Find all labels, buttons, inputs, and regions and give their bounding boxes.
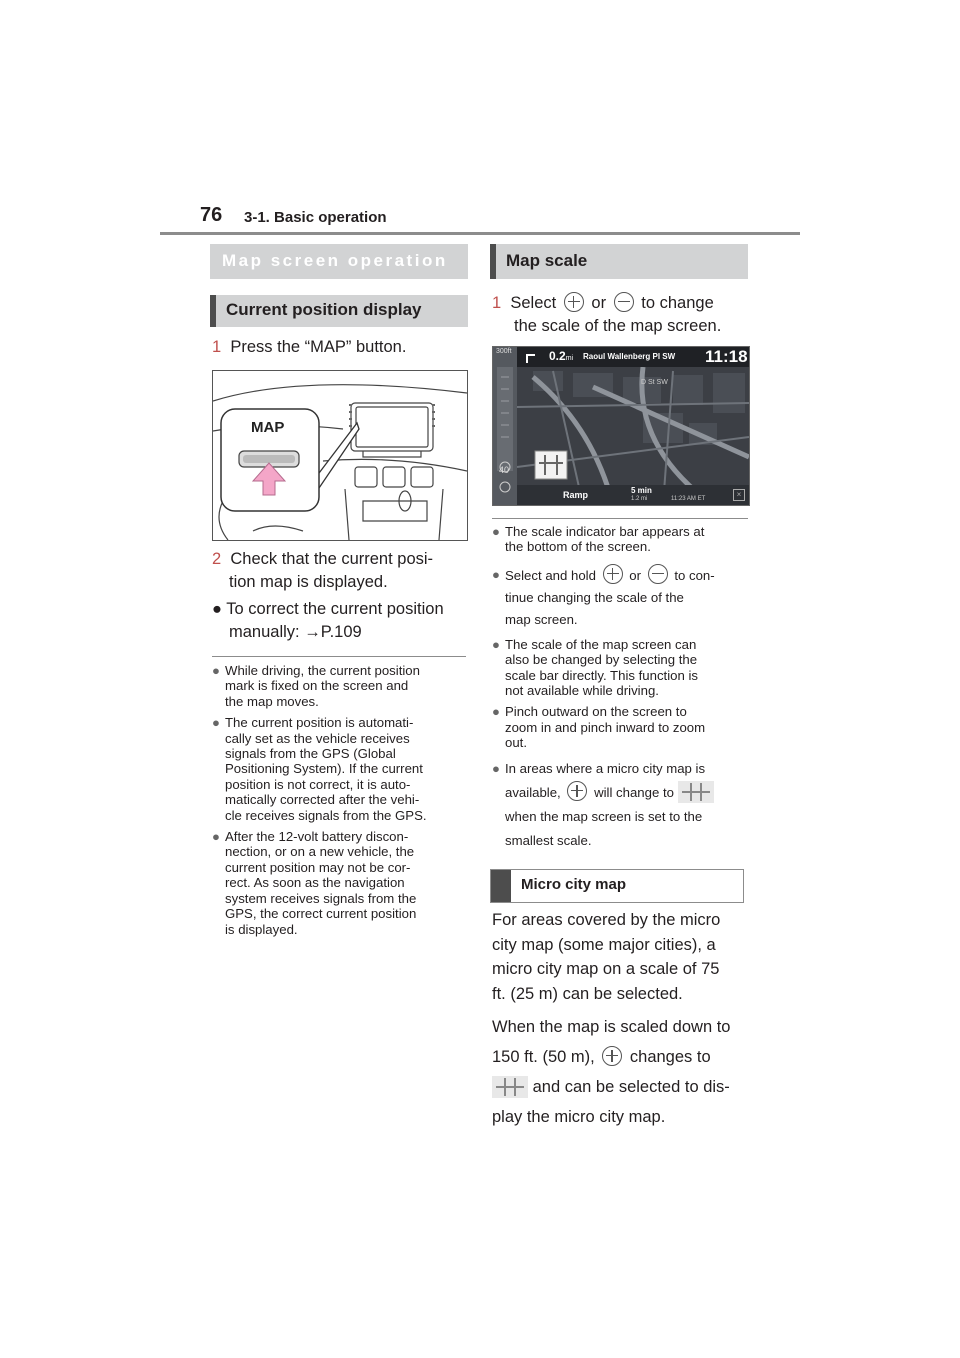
close-icon: × bbox=[733, 489, 745, 501]
right-notes bbox=[492, 524, 754, 853]
dashboard-figure bbox=[212, 370, 468, 541]
speed-readout: 40 bbox=[499, 465, 510, 475]
street-name: Raoul Wallenberg Pl SW bbox=[583, 352, 676, 361]
step-text-line1: Check that the current posi- bbox=[230, 550, 434, 568]
left-subtitle: Current position display bbox=[226, 300, 422, 319]
clock: 11:18 bbox=[705, 347, 748, 366]
left-notes bbox=[212, 663, 472, 937]
street-label: D St SW bbox=[641, 379, 668, 386]
step-text: Press the “MAP” button. bbox=[230, 338, 407, 356]
section-title: 3-1. Basic operation bbox=[244, 209, 387, 226]
bullet-icon: ● bbox=[212, 600, 222, 618]
zoom-in-icon bbox=[602, 1046, 622, 1066]
step-number: 1 bbox=[492, 294, 502, 312]
notes-divider bbox=[492, 518, 748, 519]
right-title-band bbox=[490, 244, 748, 279]
note-bullet-icon: ● bbox=[212, 715, 220, 731]
left-step1 bbox=[212, 336, 406, 359]
page-number: 76 bbox=[200, 204, 223, 226]
note-item: ● After the 12-volt battery discon- nection, or on a new vehicle, the current position may not be cor- rect. As soon as the navigation system receives signals from the GPS, the correct current position is displayed. bbox=[212, 829, 417, 937]
note-item: ● The current position is automati- cally set as the vehicle receives signals from the GPS (Global Positioning System). If the current position is not correct, it is auto- matically corrected after the vehi- cle receives signals from the GPS. bbox=[212, 715, 427, 823]
navigation-map-screenshot bbox=[492, 346, 750, 506]
header-rule bbox=[160, 232, 800, 235]
bullet-line2: manually: bbox=[229, 623, 300, 641]
note-bullet-icon: ● bbox=[492, 760, 500, 776]
note-item: ● While driving, the current position mark is fixed on the screen and the map moves. bbox=[212, 663, 420, 709]
eta-time: 5 min bbox=[631, 486, 652, 495]
note-bullet-icon: ● bbox=[212, 829, 220, 845]
left-title: Map screen operation bbox=[222, 251, 448, 270]
note-item: ● Select and hold or to con- tinue changing the scale of the map screen. bbox=[492, 564, 754, 631]
route-label: Ramp bbox=[563, 490, 589, 500]
eta-clock: 11:23 AM ET bbox=[671, 496, 706, 502]
arrow-icon: → bbox=[304, 623, 321, 641]
micro-city-map-band bbox=[490, 869, 744, 903]
zoom-in-icon bbox=[603, 564, 623, 584]
left-title-band bbox=[210, 244, 468, 279]
zoom-out-icon bbox=[614, 292, 634, 312]
note-bullet-icon: ● bbox=[492, 524, 500, 539]
note-item: ● The scale indicator bar appears at the bottom of the screen. bbox=[492, 524, 705, 555]
note-item: ● In areas where a micro city map is available, will change to when the map screen is set to the smallest scale. bbox=[492, 757, 754, 853]
left-subtitle-band bbox=[210, 295, 468, 327]
turn-distance: 0.2mi bbox=[549, 349, 574, 363]
map-button-label: MAP bbox=[251, 419, 285, 436]
band-marker bbox=[491, 870, 511, 902]
micro-city-map-icon bbox=[492, 1076, 528, 1098]
micro-city-map-icon bbox=[678, 781, 714, 803]
bullet-line1: To correct the current position bbox=[226, 600, 444, 618]
step-number: 2 bbox=[212, 550, 222, 568]
left-step2 bbox=[212, 548, 433, 594]
map-illustration bbox=[493, 347, 749, 505]
page-reference[interactable]: P.109 bbox=[320, 623, 362, 641]
note-bullet-icon: ● bbox=[492, 704, 500, 720]
map-scale-readout: 300ft bbox=[496, 348, 512, 355]
step-number: 1 bbox=[212, 338, 222, 356]
left-bullet bbox=[212, 598, 444, 644]
dashboard-illustration bbox=[213, 371, 467, 540]
right-title: Map scale bbox=[506, 251, 588, 270]
note-bullet-icon: ● bbox=[212, 663, 220, 678]
zoom-in-icon bbox=[567, 781, 587, 801]
zoom-in-icon bbox=[564, 292, 584, 312]
note-bullet-icon: ● bbox=[492, 636, 500, 652]
notes-divider bbox=[212, 656, 466, 657]
right-step1: 1 Select or to change the scale of the map screen. bbox=[492, 294, 722, 335]
micro-title: Micro city map bbox=[521, 876, 627, 893]
step-text-line2: tion map is displayed. bbox=[229, 573, 388, 591]
note-bullet-icon: ● bbox=[492, 566, 500, 582]
eta-distance: 1.2 mi bbox=[631, 496, 648, 502]
note-item: ● Pinch outward on the screen to zoom in and pinch inward to zoom out. bbox=[492, 704, 706, 751]
note-item: ● The scale of the map screen can also be changed by selecting the scale bar directly. This function is not available while driving. bbox=[492, 636, 699, 699]
zoom-out-icon bbox=[648, 564, 668, 584]
micro-city-text: For areas covered by the micro city map (some major cities), a micro city map on a scale of 75 ft. (25 m) can be selected. When the map is scaled down to 150 ft. (50 m), changes to and can be selected to dis- play the micro city map. bbox=[492, 911, 731, 1126]
